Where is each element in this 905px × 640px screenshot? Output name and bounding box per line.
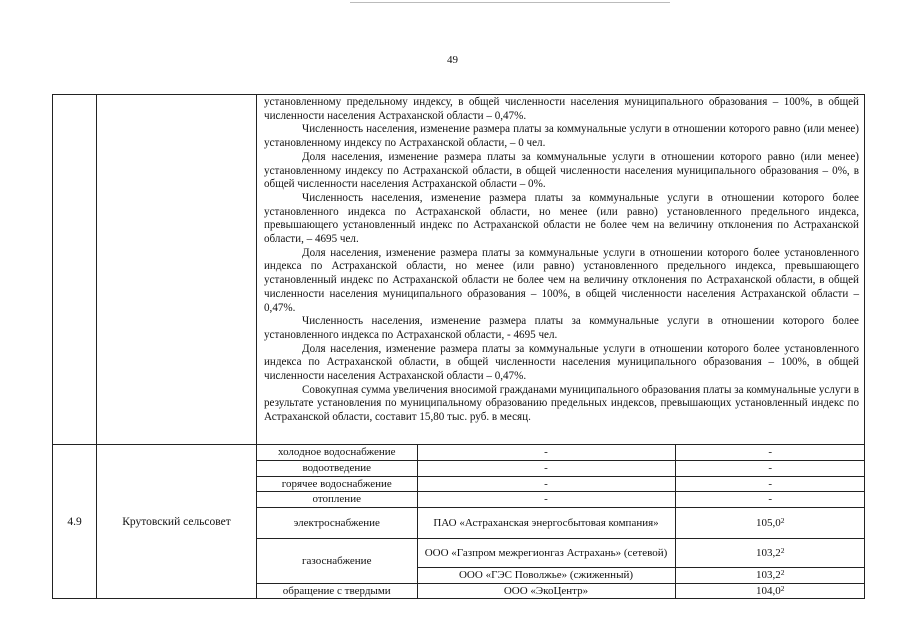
section-number: 4.9 <box>53 445 97 599</box>
service-name: холодное водоснабжение <box>257 445 417 461</box>
paragraph: Численность населения, изменение размера платы за коммунальные услуги в отношении которого равно (или менее) установленному индексу по Астраханской области, – 0 чел. <box>264 123 859 150</box>
paragraph: Численность населения, изменение размера платы за коммунальные услуги в отношении которого более установленного индекса по Астраханской области, - 4695 чел. <box>264 315 859 341</box>
service-provider: ООО «Газпром межрегионгаз Астрахань» (сетевой) <box>417 539 675 568</box>
service-index <box>675 539 865 568</box>
service-index <box>675 568 865 584</box>
service-provider: ПАО «Астраханская энергосбытовая компания» <box>417 507 675 538</box>
section-row <box>53 445 865 599</box>
index-value: - <box>768 462 773 475</box>
service-name: отопление <box>257 492 417 508</box>
service-row <box>257 461 865 477</box>
service-provider: - <box>417 476 675 492</box>
page-number: 49 <box>447 54 458 66</box>
service-index <box>675 583 865 598</box>
service-row <box>257 476 865 492</box>
scan-artifact-line <box>350 2 670 3</box>
service-name: электроснабжение <box>257 507 417 538</box>
paragraph: Численность населения, изменение размера платы за коммунальные услуги в отношении которого более установленного индекса по Астраханской области, но менее (или равно) установленного предельного индекса, превышающего установленный индекс по Астраханской области не более чем на величину отклонения по Астраханской области, – 4695 чел. <box>264 191 859 246</box>
service-index <box>675 461 865 477</box>
index-value: 104,0 <box>756 584 781 597</box>
service-provider: ООО «ГЭС Поволжье» (сжиженный) <box>417 568 675 584</box>
paragraph: Доля населения, изменение размера платы за коммунальные услуги в отношении которого более установленного индекса по Астраханской области, но менее (или равно) установленного предельного индекса, превышающего установленный индекс по Астраханской области не более чем на величину отклонения по Астраханской области, в общей численности населения муниципального образования – 100%, в общей численности населения Астраханской области – 0,47%. <box>264 246 859 314</box>
paragraph: Доля населения, изменение размера платы за коммунальные услуги в отношении которого равно (или менее) установленному индексу по Астраханской области, в общей численности населения муниципального образования – 0%, в общей численности населения Астраханской области – 0%. <box>264 150 859 191</box>
service-row <box>257 583 865 598</box>
municipality-name: Крутовский сельсовет <box>97 445 257 599</box>
service-index <box>675 492 865 508</box>
index-value: - <box>768 446 773 459</box>
index-value: - <box>768 477 773 490</box>
paragraph: Совокупная сумма увеличения вносимой гражданами муниципального образования платы за коммунальные услуги в результате установления по муниципальному образованию предельных индексов, превышающих установленный индекс по Астраханской области, составит 15,80 тыс. руб. в месяц. <box>264 383 859 424</box>
service-provider: - <box>417 492 675 508</box>
empty-number-cell <box>53 95 97 445</box>
service-name: горячее водоснабжение <box>257 476 417 492</box>
service-name: водоотведение <box>257 461 417 477</box>
footnote-mark: 2 <box>780 568 785 578</box>
footnote-mark: 2 <box>780 583 785 593</box>
index-value: 103,2 <box>756 569 781 582</box>
service-provider: - <box>417 461 675 477</box>
service-index <box>675 476 865 492</box>
services-table <box>257 445 865 598</box>
municipal-table <box>52 94 865 599</box>
service-name: обращение с твердыми <box>257 583 417 598</box>
service-row <box>257 507 865 538</box>
empty-name-cell <box>97 95 257 445</box>
paragraph: Доля населения, изменение размера платы за коммунальные услуги в отношении которого более установленного индекса по Астраханской области, в общей численности населения муниципального образования – 100%, в общей численности населения Астраханской области – 0,47%. <box>264 342 859 383</box>
service-row <box>257 492 865 508</box>
service-provider: - <box>417 445 675 461</box>
footnote-mark: 2 <box>780 545 785 555</box>
document-table-area <box>52 94 864 599</box>
services-cell <box>257 445 865 599</box>
service-name: газоснабжение <box>257 539 417 584</box>
service-row <box>257 539 865 568</box>
index-value: - <box>768 493 773 506</box>
service-index <box>675 507 865 538</box>
index-value: 103,2 <box>756 546 781 559</box>
service-index <box>675 445 865 461</box>
paragraph: установленному предельному индексу, в общей численности населения муниципального образования – 100%, в общей численности населения Астраханской области – 0,47%. <box>264 96 859 122</box>
service-provider: ООО «ЭкоЦентр» <box>417 583 675 598</box>
continuation-row <box>53 95 865 445</box>
service-row <box>257 445 865 461</box>
continuation-text-cell <box>257 95 865 445</box>
footnote-mark: 2 <box>780 515 785 525</box>
index-value: 105,0 <box>756 516 781 529</box>
